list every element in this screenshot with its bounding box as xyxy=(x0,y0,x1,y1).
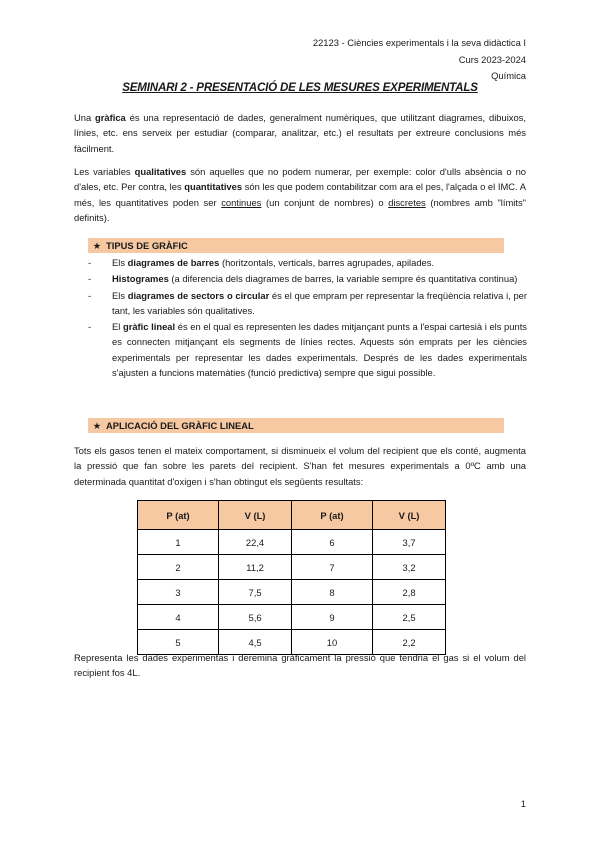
section-heading-tipus xyxy=(88,238,504,253)
chart-types-list xyxy=(88,255,527,381)
column-header: V (L) xyxy=(373,501,446,530)
table-cell: 9 xyxy=(291,605,372,630)
table-cell: 2,2 xyxy=(373,630,446,655)
term-bold: Histogrames xyxy=(112,273,169,285)
text-run: és una representació de dades, generalment numèriques, que utilitzant diagrames, dibuixos, línies, etc. ens serveix per estudiar (comparar, analitzar, etc.) el resultats per extreure conclusions més fàcilment. xyxy=(74,112,526,154)
table-cell: 11,2 xyxy=(219,555,292,580)
text-run: Una xyxy=(74,112,96,123)
dash-bullet: - xyxy=(88,273,92,285)
text-run: Els xyxy=(112,289,128,301)
header-year: Curs 2023-2024 xyxy=(458,53,526,65)
term-grafica: gràfica xyxy=(95,112,126,123)
measurements-table xyxy=(137,500,446,655)
intro-paragraph-1 xyxy=(74,110,526,156)
text-run: és en el qual es representen les dades mitjançant punts a l'espai cartesià i els punts es connecten mitjançant els segments de línies rectes. Aquests són emprats per les ciències experimentals per representar les dades experimentals. Després de les dades experimentals s'ajusten a funcions matemàties (funció predictiva) sempre que sigui possible. xyxy=(112,321,527,379)
text-run: El xyxy=(112,321,123,333)
dash-bullet: - xyxy=(88,321,92,333)
table-cell: 1 xyxy=(138,530,219,555)
text-run: és el que empram per representar la freqüència relativa i, per tant, les variables són qualitatives. xyxy=(112,289,528,316)
list-item xyxy=(88,288,527,319)
dash-bullet: - xyxy=(88,289,92,301)
term-bold: gràfic lineal xyxy=(122,321,176,333)
table-row xyxy=(138,605,446,630)
header-subject: Química xyxy=(491,70,526,81)
list-item xyxy=(88,255,527,270)
star-icon: ★ xyxy=(92,420,102,431)
text-run: (horitzontals, verticals, barres agrupades, apilades. xyxy=(219,257,435,268)
table-cell: 3 xyxy=(138,580,219,605)
term-bold: diagrames de sectors o circular xyxy=(127,289,270,301)
table-cell: 4,5 xyxy=(219,630,292,655)
table-cell: 22,4 xyxy=(219,530,292,555)
text-run: són aquelles que no podem numerar, per exemple: color d'ulls absència o no d'ales, etc. Per contra, les xyxy=(74,166,527,193)
table-cell: 5,6 xyxy=(219,605,292,630)
text-run: (un conjunt de nombres) o xyxy=(261,196,389,208)
table-cell: 5 xyxy=(138,630,219,655)
intro-paragraph-2 xyxy=(74,164,526,225)
table-row xyxy=(138,555,446,580)
table-header-row xyxy=(138,501,446,530)
page-title: SEMINARI 2 - PRESENTACIÓ DE LES MESURES EXPERIMENTALS xyxy=(122,81,478,94)
table-cell: 2,5 xyxy=(373,605,446,630)
section-heading-aplicacio xyxy=(88,418,504,433)
application-paragraph: Tots els gasos tenen el mateix comportament, si disminueix el volum del recipient que els conté, augmenta la pressió que fan sobre les parets del recipient. S'han fet mesures experimentals a 0ºC amb una determinada quantitat d'oxigen i s'han obtingut els següents resultats: xyxy=(74,445,526,487)
term-bold: diagrames de barres xyxy=(127,257,220,268)
dash-bullet: - xyxy=(88,257,92,268)
section-heading-text: TIPUS DE GRÀFIC xyxy=(106,240,188,251)
term-discretes: discretes xyxy=(388,196,426,208)
text-run: Les variables xyxy=(74,166,135,177)
text-run: Els xyxy=(112,257,128,268)
table-cell: 7 xyxy=(291,555,372,580)
section-heading-text: APLICACIÓ DEL GRÀFIC LINEAL xyxy=(106,420,254,431)
table-row xyxy=(138,530,446,555)
header-block xyxy=(313,35,526,85)
text-run: són les que podem contabilitzar com ara el pes, l'alçada o el IMC. A més, les quantitatives poden ser xyxy=(74,181,526,208)
term-continues: continues xyxy=(221,196,262,208)
text-run: (a diferencia dels diagrames de barres, la variable sempre és quantitativa continua) xyxy=(168,273,518,285)
list-item xyxy=(88,271,527,286)
table-cell: 7,5 xyxy=(219,580,292,605)
column-header: V (L) xyxy=(219,501,292,530)
list-item xyxy=(88,319,527,380)
table-cell: 4 xyxy=(138,605,219,630)
term-quantitatives: quantitatives xyxy=(184,181,243,193)
text-run: (nombres amb "límits" definits). xyxy=(74,196,526,223)
column-header: P (at) xyxy=(138,501,219,530)
table-row xyxy=(138,580,446,605)
star-icon: ★ xyxy=(92,240,102,251)
table-cell: 2,8 xyxy=(373,580,446,605)
page-number: 1 xyxy=(520,798,526,809)
table-cell: 8 xyxy=(291,580,372,605)
term-qualitatives: qualitatives xyxy=(134,166,187,177)
column-header: P (at) xyxy=(291,501,372,530)
table-cell: 2 xyxy=(138,555,219,580)
table-cell: 3,2 xyxy=(373,555,446,580)
table-cell: 10 xyxy=(291,630,372,655)
closing-paragraph: Representa les dades experimentas i deremina gràficament la pressió que tendria el gas si el volum del recipient fos 4L. xyxy=(74,652,526,679)
header-course: 22123 - Ciències experimentals i la seva didàctica I xyxy=(312,37,526,48)
table-cell: 3,7 xyxy=(373,530,446,555)
table-cell: 6 xyxy=(291,530,372,555)
